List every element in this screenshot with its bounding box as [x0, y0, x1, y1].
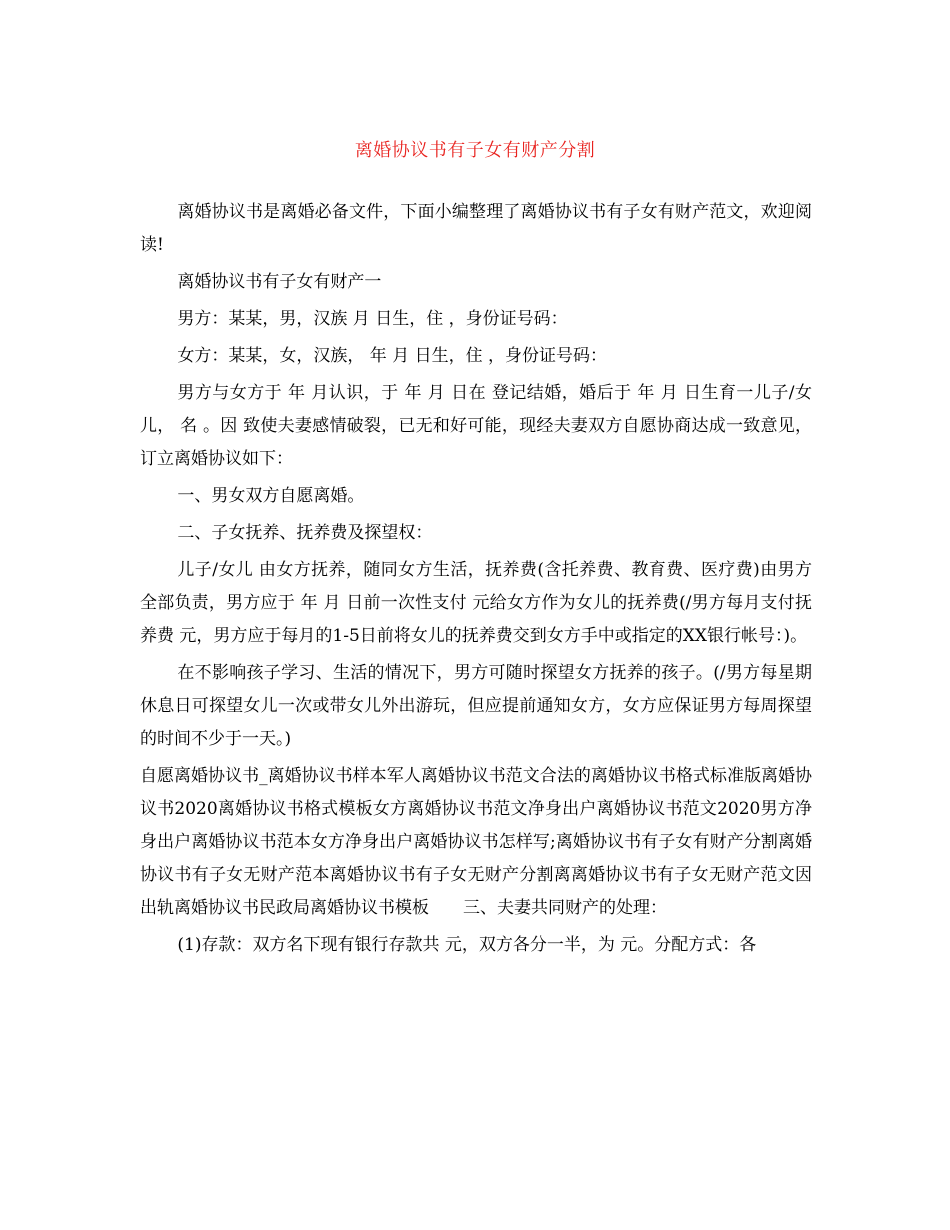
paragraph-clause-2: 二、子女抚养、抚养费及探望权：	[177, 523, 433, 543]
document-body	[140, 196, 812, 966]
paragraph-visitation: 在不影响孩子学习、生活的情况下，男方可随时探望女方抚养的孩子。(/男方每星期休息日可探望女儿一次或带女儿外出游玩，但应提前通知女方，女方应保证男方每周探望的时间不少于一天。)	[140, 663, 812, 749]
paragraph-female-party: 女方：某某，女，汉族， 年 月 日生，住 ，身份证号码：	[177, 346, 608, 366]
paragraph-keyword-block: 自愿离婚协议书_离婚协议书样本军人离婚协议书范文合法的离婚协议书格式标准版离婚协议书2020离婚协议书格式模板女方离婚协议书范文净身出户离婚协议书范文2020男方净身出户离婚协议书范本女方净身出户离婚协议书怎样写;离婚协议书有子女有财产分割离婚协议书有子女无财产范本离婚协议书有子女无财产分割离离婚协议书有子女无财产范文因出轨离婚协议书民政局离婚协议书模板 三、夫妻共同财产的处理：	[140, 766, 812, 918]
paragraph-clause-1: 一、男女双方自愿离婚。	[177, 486, 365, 506]
paragraph-child-support: 儿子/女儿 由女方抚养，随同女方生活，抚养费(含托养费、教育费、医疗费)由男方全部负责，男方应于 年 月 日前一次性支付 元给女方作为女儿的抚养费(/男方每月支付抚养费 元，男方应于每月的1-5日前将女儿的抚养费交到女方手中或指定的XX银行帐号：)。	[140, 560, 812, 646]
paragraph-deposits: (1)存款：双方名下现有银行存款共 元，双方各分一半，为 元。分配方式：各	[177, 935, 757, 955]
paragraph-male-party: 男方：某某，男，汉族 月 日生，住 ，身份证号码：	[177, 309, 568, 329]
paragraph-section-heading: 离婚协议书有子女有财产一	[177, 272, 382, 292]
paragraph-intro: 离婚协议书是离婚必备文件，下面小编整理了离婚协议书有子女有财产范文，欢迎阅读!	[140, 202, 812, 255]
document-title: 离婚协议书有子女有财产分割	[354, 140, 596, 161]
paragraph-marriage-info: 男方与女方于 年 月认识，于 年 月 日在 登记结婚，婚后于 年 月 日生育一儿子/女儿， 名 。因 致使夫妻感情破裂，已无和好可能，现经夫妻双方自愿协商达成一致意见，订立离婚协议如下：	[140, 383, 812, 469]
